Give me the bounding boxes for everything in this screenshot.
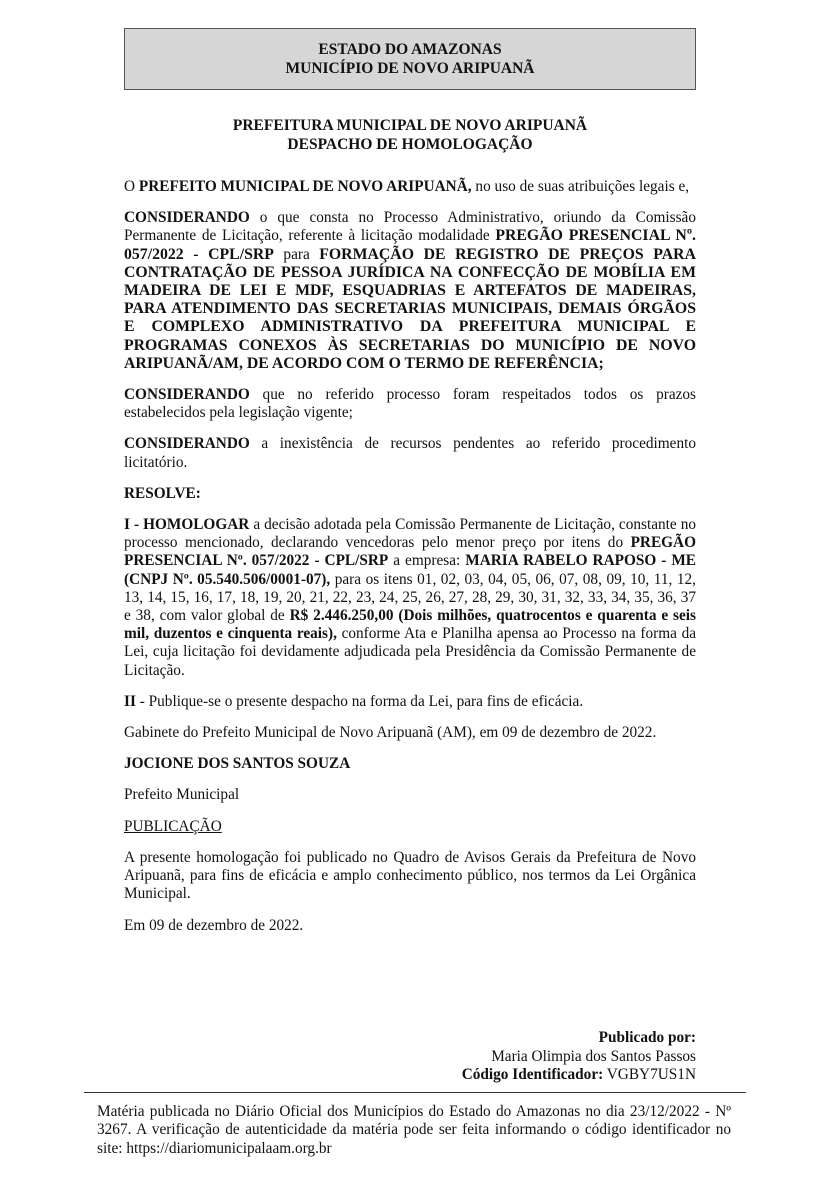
resolve-heading: RESOLVE: (124, 484, 201, 502)
document-body (124, 178, 696, 948)
considerando-paragraph-3: CONSIDERANDO a inexistência de recursos pendentes ao referido procedimento licitatório. (124, 435, 696, 471)
homologar-paragraph: I - HOMOLOGAR a decisão adotada pela Comissão Permanente de Licitação, constante no processo mencionado, declarando vencedoras pelo menor preço por itens do PREGÃO PRESENCIAL Nº. 057/2022 - CPL/SRP a empresa: MARIA RABELO RAPOSO - ME (CNPJ Nº. 05.540.506/0001-07), para os itens 01, 02, 03, 04, 05, 06, 07, 08, 09, 10, 11, 12, 13, 14, 15, 16, 17, 18, 19, 20, 21, 22, 23, 24, 25, 26, 27, 28, 29, 30, 31, 32, 33, 34, 35, 36, 37 e 38, com valor global de R$ 2.446.250,00 (Dois milhões, quatrocentos e quarenta e seis mil, duzentos e cinquenta reais), conforme Ata e Planilha apensa ao Processo na forma da Lei, cuja licitação foi devidamente adjudicada pela Presidência da Comissão Permanente de Licitação. (124, 516, 697, 679)
document-title (124, 116, 696, 154)
publicacao-heading: PUBLICAÇÃO (124, 817, 222, 835)
published-by-label: Publicado por: (598, 1029, 696, 1046)
footer-note: Matéria publicada no Diário Oficial dos Municípios do Estado do Amazonas no dia 23/12/2022 - Nº 3267. A verificação de autenticidade da matéria pode ser feita informando o código identificador no site: https://diariomunicipalaam.org.br (97, 1103, 731, 1157)
considerando-paragraph-1: CONSIDERANDO o que consta no Processo Administrativo, oriundo da Comissão Permanente de Licitação, referente à licitação modalidade PREGÃO PRESENCIAL Nº. 057/2022 - CPL/SRP para FORMAÇÃO DE REGISTRO DE PREÇOS PARA CONTRATAÇÃO DE PESSOA JURÍDICA NA CONFECÇÃO DE MOBÍLIA EM MADEIRA DE LEI E MDF, ESQUADRIAS E ARTEFATOS DE MADEIRAS, PARA ATENDIMENTO DAS SECRETARIAS MUNICIPAIS, DEMAIS ÓRGÃOS E COMPLEXO ADMINISTRATIVO DA PREFEITURA MUNICIPAL E PROGRAMAS CONEXOS ÀS SECRETARIAS DO MUNICÍPIO DE NOVO ARIPUANÃ/AM, DE ACORDO COM O TERMO DE REFERÊNCIA; (124, 209, 697, 372)
publisher-name: Maria Olimpia dos Santos Passos (491, 1047, 696, 1065)
municipality-name: MUNICÍPIO DE NOVO ARIPUANÃ (285, 60, 535, 77)
publique-paragraph: II - Publique-se o presente despacho na forma da Lei, para fins de eficácia. (124, 692, 584, 710)
despacho-title: DESPACHO DE HOMOLOGAÇÃO (287, 136, 533, 153)
publicacao-date: Em 09 de dezembro de 2022. (124, 916, 304, 934)
considerando-paragraph-2: CONSIDERANDO que no referido processo foram respeitados todos os prazos estabelecidos pela legislação vigente; (124, 386, 696, 422)
signer-role: Prefeito Municipal (124, 786, 240, 804)
published-by-block (380, 1029, 696, 1085)
prefeitura-title: PREFEITURA MUNICIPAL DE NOVO ARIPUANÃ (232, 117, 588, 134)
signer-name: JOCIONE DOS SANTOS SOUZA (124, 755, 351, 773)
state-header (124, 28, 696, 90)
footer-divider (84, 1092, 746, 1093)
publicacao-paragraph: A presente homologação foi publicado no Quadro de Avisos Gerais da Prefeitura de Novo Aripuanã, para fins de eficácia e amplo conhecimento público, nos termos da Lei Orgânica Municipal. (124, 848, 696, 903)
state-name: ESTADO DO AMAZONAS (318, 41, 502, 58)
identifier-code: Código Identificador: VGBY7US1N (461, 1066, 696, 1084)
gabinete-paragraph: Gabinete do Prefeito Municipal de Novo Aripuanã (AM), em 09 de dezembro de 2022. (124, 724, 657, 742)
intro-paragraph: O PREFEITO MUNICIPAL DE NOVO ARIPUANÃ, no uso de suas atribuições legais e, (124, 178, 690, 195)
